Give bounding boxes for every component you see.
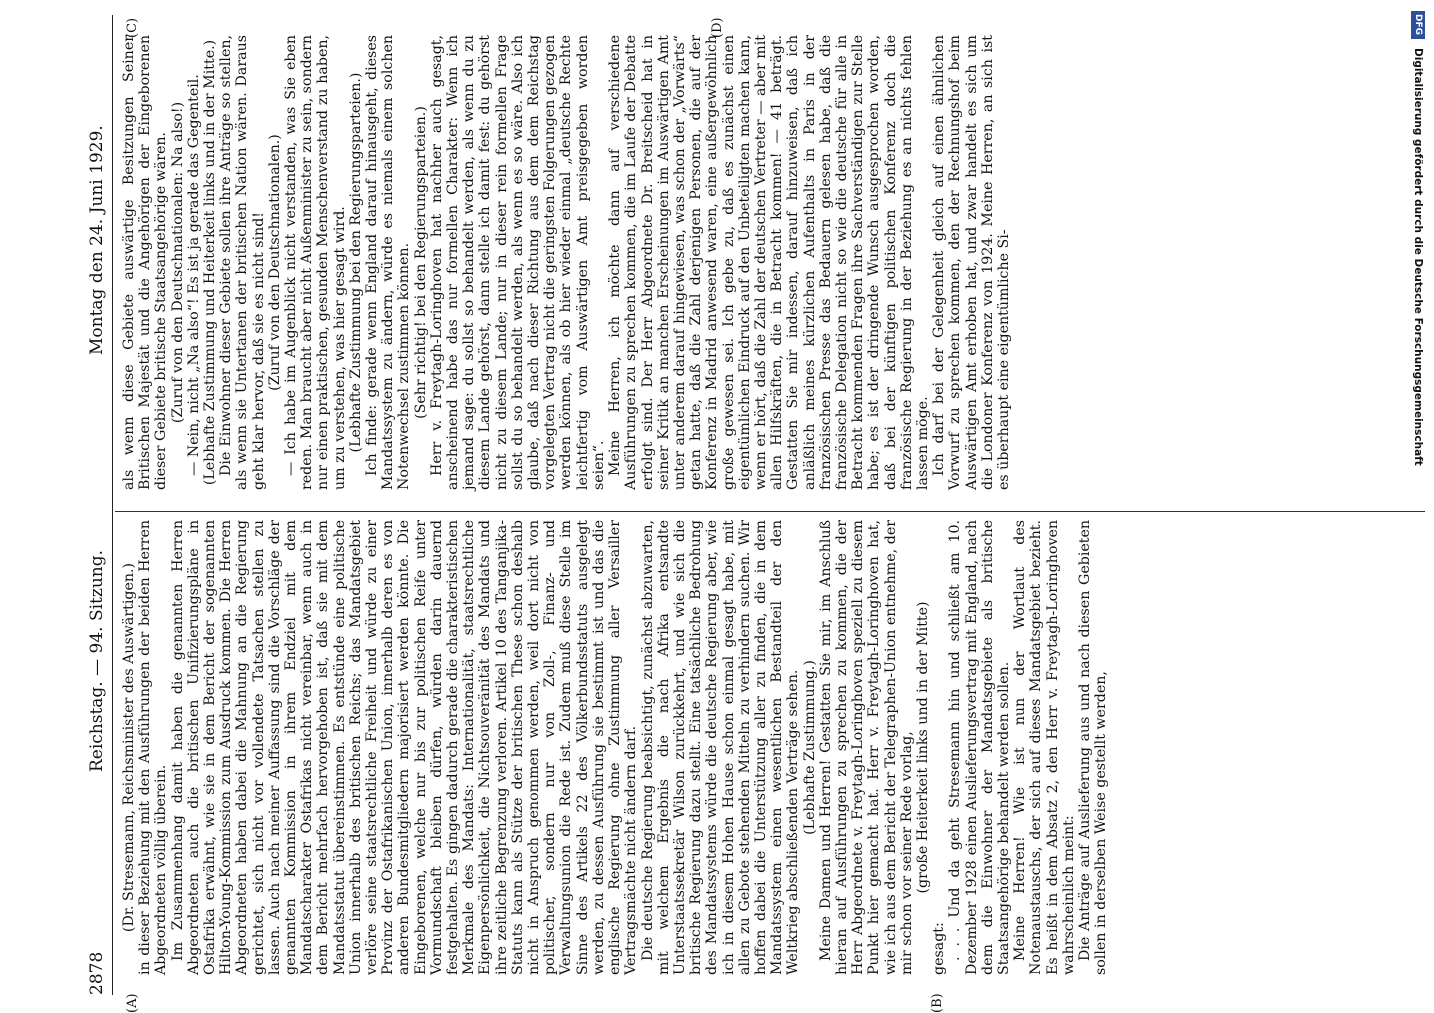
paragraph: Im Zusammenhang damit haben die genannten Herren Abgeordneten auch die britischen Unifizierungspläne in Ostafrika erwähnt, wie sie in dem Bericht der sogenannten Hilton-Young-Kommission zum Ausdruck kommen. Die Herren Abgeordneten haben dabei die Mahnung an die Regierung gerichtet, sich nicht vor vollendete Tatsachen stellen zu lassen. Auch nach meiner Auffassung sind die Vorschläge der genannten Kommission in ihrem Endziel mit dem Mandatscharakter Ostafrikas nicht vereinbar, wenn auch in dem Bericht mehrfach hervorgehoben ist, daß sie mit dem Mandatsstatut übereinstimmen. Es entstünde eine politische Union innerhalb des britischen Reichs; das Mandatsgebiet verlöre seine staatsrechtliche Freiheit und würde zu einer Provinz der Ostafrikanischen Union, innerhalb deren es von anderen Bundesmitgliedern majorisiert werden könnte. Die Eingeborenen, welche nur bis zur politischen Reife unter Vormundschaft bleiben dürfen, würden darin dauernd festgehalten. Es gingen dadurch gerade die charakteristischen Merkmale des Mandats: Internationalität, staatsrechtliche Eigenpersönlichkeit, die Nichtsouveränität des Mandats und ihre zeitliche Begrenzung verloren. Artikel 10 des Tanganjika-Statuts kann als Stütze der britischen These schon deshalb nicht in Anspruch genommen werden, weil dort nicht von politischer, sondern nur von Zoll-, Finanz- und Verwaltungsunion die Rede ist. Zudem muß diese Stelle im Sinne des Artikels 22 des Völkerbundsstatuts ausgelegt werden, zu dessen Ausführung sie bestimmt ist und das die englische Regierung ohne Zustimmung aller Versailler Vertragsmächte nicht ändern darf. [169, 520, 640, 975]
reaction: (Lebhafte Zustimmung und Heiterkeit links und in der Mitte.) [202, 39, 219, 486]
paragraph: Ich finde: gerade wenn England darauf hinausgeht, dieses Mandatssystem zu ändern, würde es niemals einem solchen Notenwechsel zustimmen können. [364, 35, 413, 490]
page-header [85, 15, 115, 995]
paragraph: Die Einwohner dieser Gebiete sollen ihre Anträge so stellen, als wenn sie Untertanen der britischen Nation wären. Daraus geht klar hervor, daß sie es nicht sind! [218, 35, 267, 490]
quote: Die Anträge auf Auslieferung aus und nach diesen Gebieten sollen in derselben Weise gestellt werden, [1076, 520, 1110, 975]
speaker-label: (Dr. Stresemann, Reichsminister des Auswärtigen.) [121, 562, 137, 933]
header-rule [112, 15, 113, 995]
paragraph: Meine Herren! Wie ist nun der Wortlaut des Notenaustauschs, der sich auf dieses Mandatsgebiet bezieht. Es heißt in dem Absatz 2, den Herr v. Freytagh-Loringhoven wahrscheinlich meint: [1012, 520, 1077, 975]
paragraph: Die deutsche Regierung beabsichtigt, zunächst abzuwarten, mit welchem Ergebnis die nach Afrika entsandte Unterstaatssekretär Wilson zurückkehrt, und wie sich die britische Regierung dazu stellt. Eine tatsächliche Bedrohung des Mandatssystems würde die deutsche Regierung aber, wie ich in diesem Hohen Hause schon einmal gesagt habe, mit allen zu Gebote stehenden Mitteln zu verhindern suchen. Wir hoffen dabei die Unterstützung aller zu finden, die in dem Mandatssystem einen wesentlichen Bestandteil der den Weltkrieg abschließenden Verträge sehen. [639, 520, 802, 975]
reaction: (Zuruf von den Deutschnationalen: Na also!) [169, 101, 186, 424]
margin-marker-d: (D) [710, 17, 725, 38]
column-divider [115, 511, 1425, 512]
margin-marker-a: (A) [125, 993, 140, 1013]
paragraph: Ich darf bei der Gelegenheit gleich auf einen ähnlichen Vorwurf zu sprechen kommen, den der Rechnungshof beim Auswärtigen Amt erhoben hat, und zwar handelt es sich um die Londoner Konferenz von 1924. Meine Herren, an sich ist es überhaupt eine eigentümliche Si- [931, 35, 1012, 490]
margin-marker-c: (C) [125, 17, 140, 38]
paragraph: in dieser Beziehung mit den Ausführungen der beiden Herren Abgeordneten völlig überein. [137, 520, 170, 975]
right-column [121, 35, 1012, 490]
session-title: Reichstag. — 94. Sitzung. [87, 550, 107, 773]
left-column [121, 520, 1109, 975]
dfg-logo: DFG [1411, 11, 1425, 39]
paragraph: Meine Herren, ich möchte dann auf verschiedene Ausführungen zu sprechen kommen, die im Laufe der Debatte erfolgt sind. Der Herr Abgeordnete Dr. Breitscheid hat in seiner Kritik an manchen Erscheinungen im Auswärtigen Amt unter anderem darauf hingewiesen, was schon der „Vorwärts“ getan hatte, daß die Zahl derjenigen Personen, die auf der Konferenz in Madrid anwesend waren, eine außergewöhnlich große gewesen sei. Ich gebe zu, daß es zunächst einen eigentümlichen Eindruck auf den Unbeteiligten machen kann, wenn er hört, daß die Zahl der deutschen Vertreter — aber mit allen Hilfskräften, die in Betracht kommen! — 41 beträgt. Gestatten Sie mir indessen, darauf hinzuweisen, daß ich anläßlich meines kürzlichen Aufenthalts in Paris in der französischen Presse das Bedauern gelesen habe, daß die französische Delegation nicht so wie die deutsche für alle in Betracht kommenden Fragen ihre Sachverständigen zur Stelle habe; es ist der dringende Wunsch ausgesprochen worden, daß bei der künftigen politischen Konferenz doch die französische Regierung in der Beziehung es an nichts fehlen lassen möge. [607, 35, 931, 490]
dfg-credit [1408, 8, 1430, 998]
reaction: (Lebhafte Zustimmung bei den Regierungsparteien.) [347, 72, 364, 453]
paragraph: gesagt: [931, 922, 948, 975]
page-number: 2878 [87, 951, 107, 995]
reaction: (Zuruf von den Deutschnationalen.) [266, 134, 283, 391]
reaction: (Lebhafte Zustimmung.) [801, 660, 818, 835]
paragraph: Herr v. Freytagh-Loringhoven hat nachher auch gesagt, anscheinend habe das nur formellen Charakter: Wenn ich jemand sage: du sollst so behandelt werden, als wenn du zu diesem Lande gehörst, dann stelle ich damit fest: du gehörst nicht zu diesem Lande; nur in dieser rein formellen Frage sollst du so behandelt werden, als wenn es so wäre. Also ich glaube, daß nach dieser Richtung aus dem dem Reichstag vorgelegten Vertrag nicht die geringsten Folgerungen gezogen werden können, als ob hier wieder einmal „deutsche Rechte leichtfertig vom Auswärtigen Amt preisgegeben worden seien“. [428, 35, 607, 490]
margin-marker-b: (B) [930, 993, 945, 1013]
session-date: Montag den 24. Juni 1929. [87, 125, 107, 355]
reaction: (große Heiterkeit links und in der Mitte) [914, 601, 931, 894]
quote: . . . Und da geht Stresemann hin und schließt am 10. Dezember 1928 einen Auslieferungsvertrag mit England, nach dem die Einwohner der Mandatsgebiete als britische Staatsangehörige behandelt werden sollen. [947, 520, 1012, 975]
reaction: (Sehr richtig! bei den Regierungsparteien.) [412, 106, 429, 419]
paragraph: — Ich habe im Augenblick nicht verstanden, was Sie eben reden. Man braucht aber nicht Außenminister zu sein, sondern nur einen praktischen, gesunden Menschenverstand zu haben, um zu verstehen, was hier gesagt wird. [283, 35, 348, 490]
paragraph: Meine Damen und Herren! Gestatten Sie mir, im Anschluß hieran auf Ausführungen zu sprechen zu kommen, die der Herr Abgeordnete v. Freytagh-Loringhoven speziell zu diesem Punkt hier gemacht hat. Herr v. Freytagh-Loringhoven hat, wie ich aus dem Bericht der Telegraphen-Union entnehme, der mir schon vor seiner Rede vorlag, [817, 520, 915, 975]
rotated-page [85, 15, 1415, 1013]
quote: als wenn diese Gebiete auswärtige Besitzungen Seiner Britischen Majestät und die Angehörigen der Eingeborenen dieser Gebiete britische Staatsangehörige wären. [121, 35, 170, 490]
dfg-credit-text: Digitalisierung gefördert durch die Deutsche Forschungsgemeinschaft [1412, 48, 1424, 466]
paragraph: — Nein, nicht „Na also“! Es ist ja gerade das Gegenteil. [185, 74, 202, 476]
